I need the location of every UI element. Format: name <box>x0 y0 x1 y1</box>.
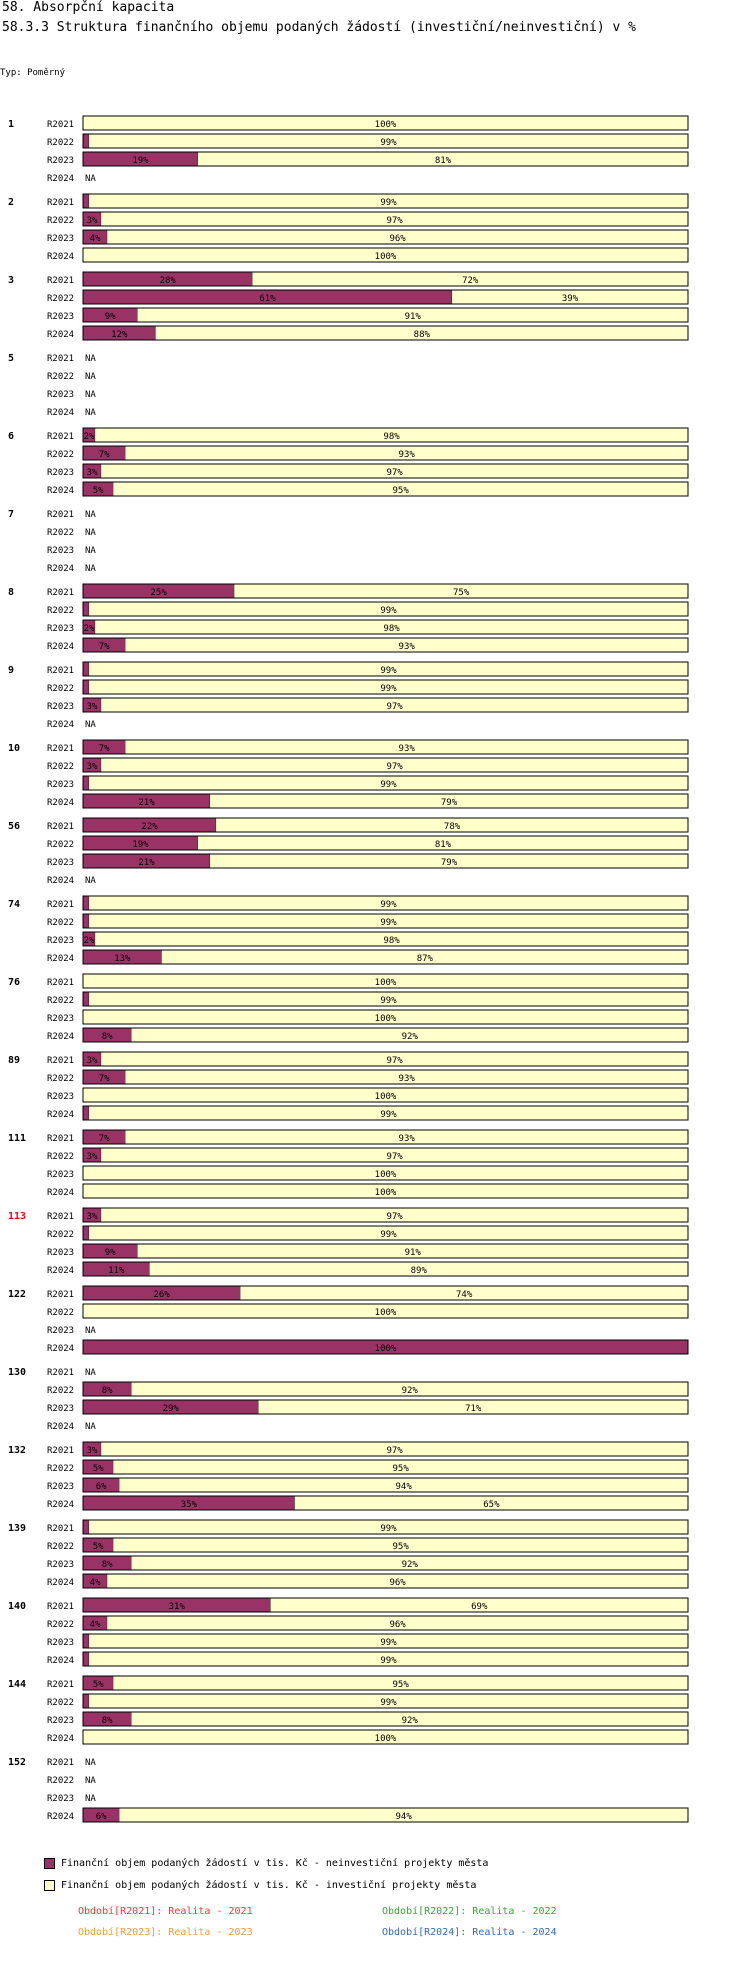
group-76-label: 76 <box>8 977 21 988</box>
group-56-r2021-period-label: R2021 <box>47 822 75 832</box>
group-111-r2024-period-label: R2024 <box>47 1188 75 1198</box>
group-144-r2021-period-label: R2021 <box>47 1680 75 1690</box>
group-111-r2023-period-label: R2023 <box>47 1170 75 1180</box>
group-6-label: 6 <box>8 431 15 442</box>
group-1-r2021-label-investment: 100% <box>374 120 397 130</box>
group-132-r2023-period-label: R2023 <box>47 1482 75 1492</box>
group-9-r2021-period-label: R2021 <box>47 666 75 676</box>
group-130-label: 130 <box>8 1367 27 1378</box>
group-9-r2022-label-investment: 99% <box>380 684 397 694</box>
group-10-r2021-label-non-investment: 7% <box>98 744 110 754</box>
group-56-r2023-label-investment: 79% <box>440 858 458 868</box>
group-2-r2022-label-non-investment: 3% <box>86 216 98 226</box>
group-6-r2023-period-label: R2023 <box>47 468 75 478</box>
group-130-r2024-na-label: NA <box>85 1422 96 1432</box>
group-8-r2021-label-non-investment: 25% <box>150 588 167 598</box>
group-132-label: 132 <box>8 1445 27 1456</box>
group-130-r2023-label-non-investment: 29% <box>162 1404 179 1414</box>
group-6-r2021-period-label: R2021 <box>47 432 75 442</box>
period-label-r2022: Období[R2022]: Realita - 2022 <box>382 1906 557 1917</box>
group-3-r2021-label-non-investment: 28% <box>159 276 176 286</box>
group-140-r2021-label-investment: 69% <box>471 1602 488 1612</box>
group-74-r2023-label-non-investment: 2% <box>83 936 95 946</box>
group-89-r2021-period-label: R2021 <box>47 1056 75 1066</box>
group-89-r2024-period-label: R2024 <box>47 1110 75 1120</box>
group-89-r2021-label-investment: 97% <box>386 1056 403 1066</box>
group-113-r2023-period-label: R2023 <box>47 1248 75 1258</box>
legend-item-non-investment <box>44 1858 488 1869</box>
group-56-r2023-label-non-investment: 21% <box>138 858 155 868</box>
group-8-r2024-label-non-investment: 7% <box>98 642 110 652</box>
group-111-label: 111 <box>8 1133 27 1144</box>
group-130-r2023-label-investment: 71% <box>465 1404 482 1414</box>
group-2-r2023-label-non-investment: 4% <box>89 234 101 244</box>
group-152-r2021-period-label: R2021 <box>47 1758 75 1768</box>
group-139-r2022-label-investment: 95% <box>392 1542 409 1552</box>
group-1-r2023-label-investment: 81% <box>434 156 452 166</box>
group-113-r2021-label-non-investment: 3% <box>86 1212 98 1222</box>
group-10-r2023-bar-non-investment <box>83 776 89 790</box>
group-111-r2022-period-label: R2022 <box>47 1152 75 1162</box>
group-113-r2023-label-investment: 91% <box>404 1248 421 1258</box>
group-1-r2022-label-investment: 99% <box>380 138 397 148</box>
group-152-r2024-period-label: R2024 <box>47 1812 75 1822</box>
group-139-r2024-label-non-investment: 4% <box>89 1578 101 1588</box>
group-56-r2023-period-label: R2023 <box>47 858 75 868</box>
group-89-r2022-label-non-investment: 7% <box>98 1074 110 1084</box>
group-1-r2022-period-label: R2022 <box>47 138 75 148</box>
group-152-r2024-label-investment: 94% <box>395 1812 412 1822</box>
group-5-r2021-period-label: R2021 <box>47 354 75 364</box>
group-122-r2023-period-label: R2023 <box>47 1326 75 1336</box>
group-144-r2021-label-investment: 95% <box>392 1680 409 1690</box>
group-74-r2022-period-label: R2022 <box>47 918 75 928</box>
group-139-r2022-period-label: R2022 <box>47 1542 75 1552</box>
chart-subtitle: 58.3.3 Struktura finančního objemu podaných žádostí (investiční/neinvestiční) v % <box>2 20 636 35</box>
group-113-r2024-label-investment: 89% <box>410 1266 427 1276</box>
group-144-r2024-period-label: R2024 <box>47 1734 75 1744</box>
group-56-r2021-label-non-investment: 22% <box>141 822 158 832</box>
legend-swatch-investment <box>44 1880 55 1891</box>
group-89-r2021-label-non-investment: 3% <box>86 1056 98 1066</box>
group-9-r2024-na-label: NA <box>85 720 96 730</box>
group-10-label: 10 <box>8 743 21 754</box>
group-139-r2021-period-label: R2021 <box>47 1524 75 1534</box>
group-9-r2024-period-label: R2024 <box>47 720 75 730</box>
group-1-label: 1 <box>8 119 15 130</box>
group-2-r2023-label-investment: 96% <box>389 234 406 244</box>
group-132-r2022-label-investment: 95% <box>392 1464 409 1474</box>
group-140-r2022-label-non-investment: 4% <box>89 1620 101 1630</box>
group-144-r2023-label-non-investment: 8% <box>101 1716 113 1726</box>
chart-type-label: Typ: Poměrný <box>0 68 66 78</box>
group-122-label: 122 <box>8 1289 27 1300</box>
group-76-r2023-label-investment: 100% <box>374 1014 397 1024</box>
group-113-r2021-label-investment: 97% <box>386 1212 403 1222</box>
group-9-r2022-bar-non-investment <box>83 680 89 694</box>
group-111-r2021-period-label: R2021 <box>47 1134 75 1144</box>
group-76-r2024-period-label: R2024 <box>47 1032 75 1042</box>
group-10-r2023-label-investment: 99% <box>380 780 397 790</box>
group-139-r2022-label-non-investment: 5% <box>92 1542 104 1552</box>
group-3-r2022-label-investment: 39% <box>561 294 579 304</box>
group-140-r2023-label-investment: 99% <box>380 1638 397 1648</box>
group-74-r2021-bar-non-investment <box>83 896 89 910</box>
group-9-r2021-label-investment: 99% <box>380 666 397 676</box>
group-56-r2022-label-non-investment: 19% <box>132 840 149 850</box>
group-74-r2023-period-label: R2023 <box>47 936 75 946</box>
group-2-r2022-label-investment: 97% <box>386 216 403 226</box>
group-132-r2021-period-label: R2021 <box>47 1446 75 1456</box>
group-7-r2023-period-label: R2023 <box>47 546 75 556</box>
group-8-r2022-label-investment: 99% <box>380 606 397 616</box>
group-3-r2024-label-investment: 88% <box>413 330 430 340</box>
legend-label-non-investment: Finanční objem podaných žádostí v tis. Kč - neinvestiční projekty města <box>61 1858 489 1869</box>
group-130-r2023-period-label: R2023 <box>47 1404 75 1414</box>
legend-label-investment: Finanční objem podaných žádostí v tis. Kč - investiční projekty města <box>61 1880 477 1891</box>
legend-item-investment <box>44 1880 476 1891</box>
group-132-r2022-period-label: R2022 <box>47 1464 75 1474</box>
group-76-r2022-bar-non-investment <box>83 992 89 1006</box>
group-5-r2024-period-label: R2024 <box>47 408 75 418</box>
group-139-r2021-bar-non-investment <box>83 1520 89 1534</box>
group-7-r2022-period-label: R2022 <box>47 528 75 538</box>
group-6-r2022-label-non-investment: 7% <box>98 450 110 460</box>
group-7-r2024-period-label: R2024 <box>47 564 75 574</box>
group-1-r2024-period-label: R2024 <box>47 174 75 184</box>
group-140-r2022-label-investment: 96% <box>389 1620 406 1630</box>
group-6-r2024-label-non-investment: 5% <box>92 486 104 496</box>
group-130-r2022-label-investment: 92% <box>401 1386 418 1396</box>
group-5-r2024-na-label: NA <box>85 408 96 418</box>
group-7-r2022-na-label: NA <box>85 528 96 538</box>
group-7-r2023-na-label: NA <box>85 546 96 556</box>
group-9-r2021-bar-non-investment <box>83 662 89 676</box>
group-139-r2024-period-label: R2024 <box>47 1578 75 1588</box>
group-139-r2024-label-investment: 96% <box>389 1578 406 1588</box>
group-10-r2024-label-non-investment: 21% <box>138 798 155 808</box>
group-74-r2024-label-investment: 87% <box>416 954 433 964</box>
group-122-r2023-na-label: NA <box>85 1326 96 1336</box>
group-140-r2022-period-label: R2022 <box>47 1620 75 1630</box>
group-6-r2022-label-investment: 93% <box>398 450 415 460</box>
group-89-r2023-label-investment: 100% <box>374 1092 397 1102</box>
group-8-r2023-label-investment: 98% <box>383 624 400 634</box>
group-8-r2022-period-label: R2022 <box>47 606 75 616</box>
group-56-r2022-period-label: R2022 <box>47 840 75 850</box>
group-74-r2024-label-non-investment: 13% <box>114 954 131 964</box>
group-3-r2022-label-non-investment: 61% <box>259 294 276 304</box>
group-3-r2021-label-investment: 72% <box>462 276 479 286</box>
group-122-r2024-period-label: R2024 <box>47 1344 75 1354</box>
group-132-r2021-label-non-investment: 3% <box>86 1446 98 1456</box>
page-title: 58. Absorpční kapacita <box>2 0 175 15</box>
group-122-r2021-period-label: R2021 <box>47 1290 75 1300</box>
group-122-r2024-label-non-investment: 100% <box>374 1344 397 1354</box>
group-76-r2024-label-non-investment: 8% <box>101 1032 113 1042</box>
group-144-r2021-label-non-investment: 5% <box>92 1680 104 1690</box>
group-130-r2022-label-non-investment: 8% <box>101 1386 113 1396</box>
group-139-r2023-label-investment: 92% <box>401 1560 418 1570</box>
group-76-r2023-period-label: R2023 <box>47 1014 75 1024</box>
group-132-r2024-label-non-investment: 35% <box>180 1500 198 1510</box>
group-122-r2022-label-investment: 100% <box>374 1308 397 1318</box>
group-140-r2024-period-label: R2024 <box>47 1656 75 1666</box>
group-8-r2021-label-investment: 75% <box>452 588 470 598</box>
group-89-r2024-bar-non-investment <box>83 1106 89 1120</box>
group-111-r2024-label-investment: 100% <box>374 1188 397 1198</box>
group-5-r2022-na-label: NA <box>85 372 96 382</box>
group-132-r2024-period-label: R2024 <box>47 1500 75 1510</box>
group-152-r2023-na-label: NA <box>85 1794 96 1804</box>
group-152-r2022-na-label: NA <box>85 1776 96 1786</box>
group-8-r2021-period-label: R2021 <box>47 588 75 598</box>
group-144-r2022-label-investment: 99% <box>380 1698 397 1708</box>
group-1-r2024-na-label: NA <box>85 174 96 184</box>
group-144-r2022-bar-non-investment <box>83 1694 89 1708</box>
group-3-r2024-label-non-investment: 12% <box>111 330 128 340</box>
group-89-label: 89 <box>8 1055 21 1066</box>
group-132-r2021-label-investment: 97% <box>386 1446 403 1456</box>
group-8-r2024-period-label: R2024 <box>47 642 75 652</box>
group-152-r2021-na-label: NA <box>85 1758 96 1768</box>
group-5-r2021-na-label: NA <box>85 354 96 364</box>
group-10-r2022-period-label: R2022 <box>47 762 75 772</box>
group-56-r2022-label-investment: 81% <box>434 840 452 850</box>
group-2-r2023-period-label: R2023 <box>47 234 75 244</box>
group-144-r2022-period-label: R2022 <box>47 1698 75 1708</box>
group-6-r2023-label-investment: 97% <box>386 468 403 478</box>
group-144-r2023-period-label: R2023 <box>47 1716 75 1726</box>
group-2-r2021-period-label: R2021 <box>47 198 75 208</box>
group-3-r2024-period-label: R2024 <box>47 330 75 340</box>
group-76-r2022-period-label: R2022 <box>47 996 75 1006</box>
group-113-r2022-bar-non-investment <box>83 1226 89 1240</box>
group-111-r2023-label-investment: 100% <box>374 1170 397 1180</box>
period-label-r2023: Období[R2023]: Realita - 2023 <box>78 1927 253 1938</box>
group-7-label: 7 <box>8 509 15 520</box>
group-152-r2023-period-label: R2023 <box>47 1794 75 1804</box>
group-89-r2023-period-label: R2023 <box>47 1092 75 1102</box>
group-140-r2021-period-label: R2021 <box>47 1602 75 1612</box>
group-74-r2022-bar-non-investment <box>83 914 89 928</box>
group-89-r2024-label-investment: 99% <box>380 1110 397 1120</box>
group-3-r2023-label-investment: 91% <box>404 312 421 322</box>
group-6-r2024-period-label: R2024 <box>47 486 75 496</box>
group-74-r2022-label-investment: 99% <box>380 918 397 928</box>
group-56-r2021-label-investment: 78% <box>443 822 461 832</box>
group-130-r2021-na-label: NA <box>85 1368 96 1378</box>
group-8-r2022-bar-non-investment <box>83 602 89 616</box>
group-152-r2022-period-label: R2022 <box>47 1776 75 1786</box>
group-5-label: 5 <box>8 353 15 364</box>
group-7-r2021-period-label: R2021 <box>47 510 75 520</box>
group-74-r2021-period-label: R2021 <box>47 900 75 910</box>
group-130-r2024-period-label: R2024 <box>47 1422 75 1432</box>
group-74-r2021-label-investment: 99% <box>380 900 397 910</box>
group-89-r2022-period-label: R2022 <box>47 1074 75 1084</box>
group-1-r2023-label-non-investment: 19% <box>132 156 149 166</box>
legend-swatch-non-investment <box>44 1858 55 1869</box>
group-8-label: 8 <box>8 587 15 598</box>
group-113-r2022-label-investment: 99% <box>380 1230 397 1240</box>
group-74-r2024-period-label: R2024 <box>47 954 75 964</box>
group-140-r2023-period-label: R2023 <box>47 1638 75 1648</box>
group-8-r2023-label-non-investment: 2% <box>83 624 95 634</box>
group-3-label: 3 <box>8 275 15 286</box>
group-2-r2022-period-label: R2022 <box>47 216 75 226</box>
group-113-r2024-label-non-investment: 11% <box>108 1266 125 1276</box>
group-9-r2023-label-investment: 97% <box>386 702 403 712</box>
group-132-r2022-label-non-investment: 5% <box>92 1464 104 1474</box>
group-8-r2023-period-label: R2023 <box>47 624 75 634</box>
group-10-r2024-label-investment: 79% <box>440 798 458 808</box>
group-2-r2024-period-label: R2024 <box>47 252 75 262</box>
group-6-r2021-label-investment: 98% <box>383 432 400 442</box>
group-10-r2022-label-investment: 97% <box>386 762 403 772</box>
group-2-r2021-bar-non-investment <box>83 194 89 208</box>
group-6-r2021-label-non-investment: 2% <box>83 432 95 442</box>
group-140-r2023-bar-non-investment <box>83 1634 89 1648</box>
group-6-r2023-label-non-investment: 3% <box>86 468 98 478</box>
group-9-label: 9 <box>8 665 15 676</box>
group-10-r2021-label-investment: 93% <box>398 744 415 754</box>
group-139-r2021-label-investment: 99% <box>380 1524 397 1534</box>
group-76-r2022-label-investment: 99% <box>380 996 397 1006</box>
group-1-r2022-bar-non-investment <box>83 134 89 148</box>
group-111-r2021-label-non-investment: 7% <box>98 1134 110 1144</box>
group-89-r2022-label-investment: 93% <box>398 1074 415 1084</box>
group-5-r2023-period-label: R2023 <box>47 390 75 400</box>
group-10-r2024-period-label: R2024 <box>47 798 75 808</box>
group-6-r2024-label-investment: 95% <box>392 486 409 496</box>
group-9-r2022-period-label: R2022 <box>47 684 75 694</box>
group-3-r2021-period-label: R2021 <box>47 276 75 286</box>
group-1-r2021-period-label: R2021 <box>47 120 75 130</box>
group-10-r2021-period-label: R2021 <box>47 744 75 754</box>
group-9-r2023-period-label: R2023 <box>47 702 75 712</box>
group-76-r2021-label-investment: 100% <box>374 978 397 988</box>
group-140-r2021-label-non-investment: 31% <box>168 1602 185 1612</box>
group-2-r2024-label-investment: 100% <box>374 252 397 262</box>
group-113-r2021-period-label: R2021 <box>47 1212 75 1222</box>
group-10-r2023-period-label: R2023 <box>47 780 75 790</box>
group-130-r2022-period-label: R2022 <box>47 1386 75 1396</box>
group-1-r2023-period-label: R2023 <box>47 156 75 166</box>
group-76-r2021-period-label: R2021 <box>47 978 75 988</box>
group-3-r2023-label-non-investment: 9% <box>104 312 116 322</box>
group-144-label: 144 <box>8 1679 27 1690</box>
group-132-r2024-label-investment: 65% <box>483 1500 500 1510</box>
group-74-label: 74 <box>8 899 21 910</box>
group-139-r2023-label-non-investment: 8% <box>101 1560 113 1570</box>
group-56-label: 56 <box>8 821 21 832</box>
group-152-r2024-label-non-investment: 6% <box>95 1812 107 1822</box>
group-139-label: 139 <box>8 1523 27 1534</box>
group-140-r2024-label-investment: 99% <box>380 1656 397 1666</box>
group-3-r2022-period-label: R2022 <box>47 294 75 304</box>
group-5-r2022-period-label: R2022 <box>47 372 75 382</box>
group-122-r2022-period-label: R2022 <box>47 1308 75 1318</box>
group-111-r2022-label-investment: 97% <box>386 1152 403 1162</box>
group-10-r2022-label-non-investment: 3% <box>86 762 98 772</box>
group-122-r2021-label-investment: 74% <box>456 1290 473 1300</box>
group-7-r2021-na-label: NA <box>85 510 96 520</box>
group-3-r2023-period-label: R2023 <box>47 312 75 322</box>
group-111-r2021-label-investment: 93% <box>398 1134 415 1144</box>
group-5-r2023-na-label: NA <box>85 390 96 400</box>
group-56-r2024-na-label: NA <box>85 876 96 886</box>
group-122-r2021-label-non-investment: 26% <box>153 1290 170 1300</box>
group-140-r2024-bar-non-investment <box>83 1652 89 1666</box>
group-8-r2024-label-investment: 93% <box>398 642 415 652</box>
group-2-label: 2 <box>8 197 15 208</box>
group-132-r2023-label-non-investment: 6% <box>95 1482 107 1492</box>
group-132-r2023-label-investment: 94% <box>395 1482 412 1492</box>
group-113-r2022-period-label: R2022 <box>47 1230 75 1240</box>
group-113-r2023-label-non-investment: 9% <box>104 1248 116 1258</box>
group-74-r2023-label-investment: 98% <box>383 936 400 946</box>
group-76-r2024-label-investment: 92% <box>401 1032 418 1042</box>
group-111-r2022-label-non-investment: 3% <box>86 1152 98 1162</box>
group-144-r2023-label-investment: 92% <box>401 1716 418 1726</box>
group-113-label: 113 <box>8 1211 27 1222</box>
group-144-r2024-label-investment: 100% <box>374 1734 397 1744</box>
group-7-r2024-na-label: NA <box>85 564 96 574</box>
group-152-label: 152 <box>8 1757 27 1768</box>
group-139-r2023-period-label: R2023 <box>47 1560 75 1570</box>
group-6-r2022-period-label: R2022 <box>47 450 75 460</box>
group-9-r2023-label-non-investment: 3% <box>86 702 98 712</box>
period-label-r2021: Období[R2021]: Realita - 2021 <box>78 1906 253 1917</box>
group-140-label: 140 <box>8 1601 27 1612</box>
group-113-r2024-period-label: R2024 <box>47 1266 75 1276</box>
group-56-r2024-period-label: R2024 <box>47 876 75 886</box>
group-130-r2021-period-label: R2021 <box>47 1368 75 1378</box>
group-2-r2021-label-investment: 99% <box>380 198 397 208</box>
period-label-r2024: Období[R2024]: Realita - 2024 <box>382 1927 557 1938</box>
